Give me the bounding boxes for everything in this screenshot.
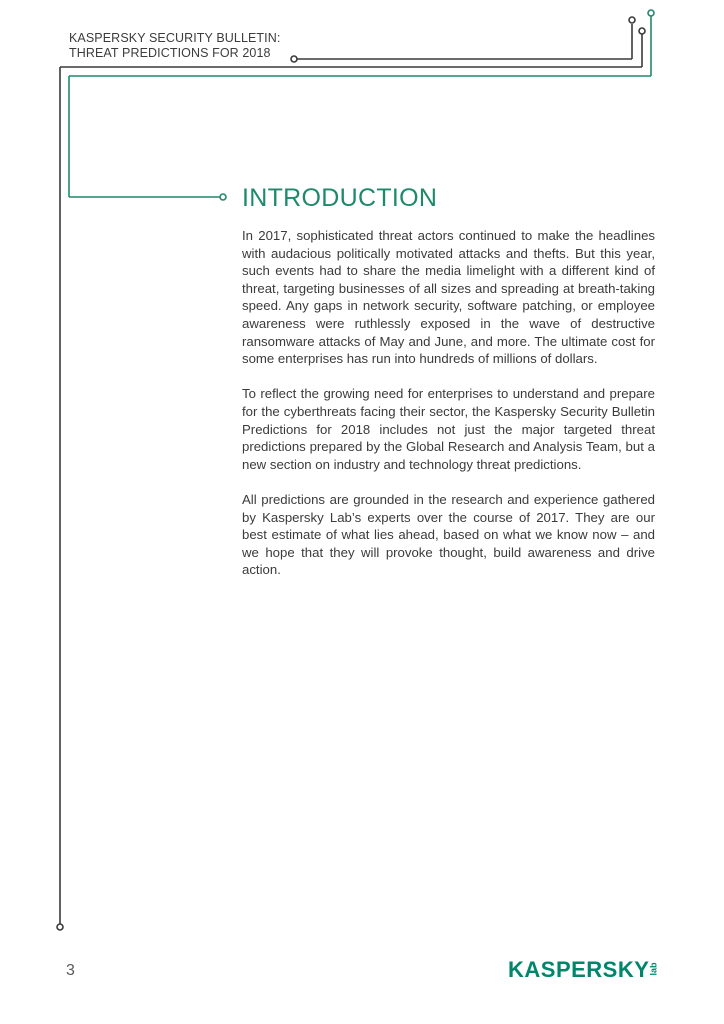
logo-wordmark: KASPERSKY xyxy=(508,957,650,982)
header-circuit-line xyxy=(291,17,635,62)
header-line-2: THREAT PREDICTIONS FOR 2018 xyxy=(69,46,271,60)
kaspersky-logo xyxy=(508,955,660,986)
paragraph-2: To reflect the growing need for enterprises to understand and prepare for the cyberthreats facing their sector, the Kaspersky Security Bulletin Predictions for 2018 includes not just the major targeted threat predictions prepared by the Global Research and Analysis Team, but a new section on industry and technology threat predictions. xyxy=(242,386,655,472)
paragraph-1: In 2017, sophisticated threat actors continued to make the headlines with audacious politically motivated attacks and thefts. But this year, such events had to share the media limelight with a different kind of threat, targeting businesses of all sizes and spreading at breath-taking speed. Any gaps in network security, software patching, or employee awareness were ruthlessly exposed in the wave of destructive ransomware attacks of May and June, and more. The ultimate cost for some enterprises has run into hundreds of millions of dollars. xyxy=(242,228,655,367)
logo-lab-mark: lab xyxy=(648,962,659,976)
body-text xyxy=(242,227,655,596)
document-header xyxy=(69,31,280,61)
section-title: INTRODUCTION xyxy=(242,184,438,212)
header-line-1: KASPERSKY SECURITY BULLETIN: xyxy=(69,31,281,45)
paragraph-3: All predictions are grounded in the research and experience gathered by Kaspersky Lab’s experts over the course of 2017. They are our best estimate of what lies ahead, based on what we know now – and we hope that they will provoke thought, build awareness and drive action. xyxy=(242,491,655,578)
page-number: 3 xyxy=(66,962,75,979)
